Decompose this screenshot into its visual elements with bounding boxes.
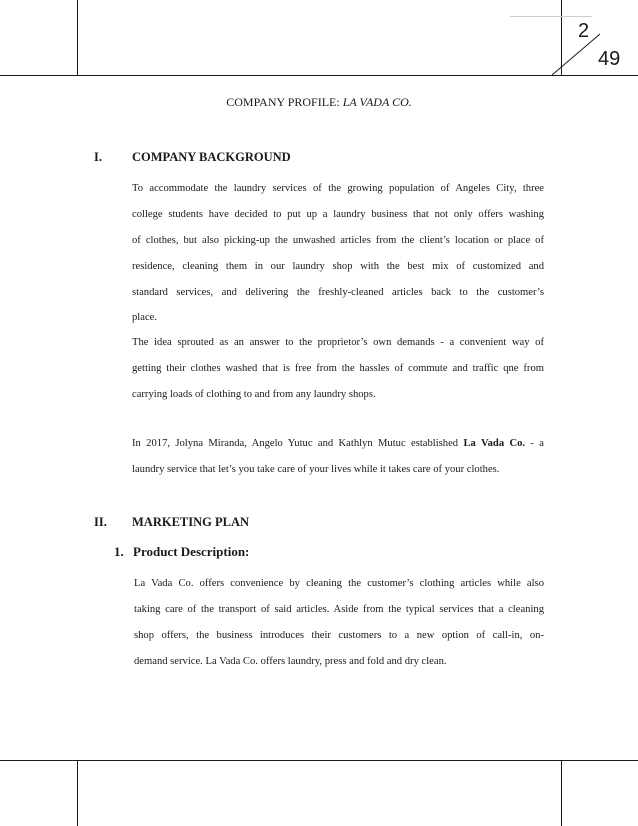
section2-heading: MARKETING PLAN (132, 515, 250, 529)
company-name-bold: La Vada Co. (463, 438, 526, 449)
title-company-name: LA VADA CO. (342, 95, 412, 109)
paragraph-line: residence, cleaning them in our laundry shop with the best mix of customized and (132, 260, 544, 272)
title-prefix: COMPANY PROFILE: (226, 95, 343, 109)
page-number-bottom: 49 (598, 48, 621, 70)
paragraph-line: of clothes, but also picking-up the unwashed articles from the client’s location or place of (132, 234, 544, 246)
paragraph-line (132, 437, 544, 463)
paragraph-line: place. (132, 312, 157, 324)
subsection-heading: Product Description: (133, 544, 250, 559)
paragraph-line: standard services, and delivering the freshly-cleaned articles back to the customer’s (132, 286, 544, 298)
paragraph-line: The idea sprouted as an answer to the proprietor’s own demands - a convenient way of (132, 337, 544, 348)
paragraph-line: college students have decided to put up a laundry business that not only offers washing (132, 208, 544, 220)
founders-text: In 2017, Jolyna Miranda, Angelo Yutuc and Kathlyn Mutuc established (132, 438, 464, 449)
paragraph-line: demand service. La Vada Co. offers laundry, press and fold and dry clean. (134, 655, 447, 667)
paragraph-line: La Vada Co. offers convenience by cleaning the customer’s clothing articles while also (134, 578, 544, 589)
section2-paragraph (134, 577, 544, 681)
page-number-top: 2 (578, 20, 590, 42)
paragraph-line: carrying loads of clothing to and from any laundry shops. (132, 388, 376, 400)
section1-heading: COMPANY BACKGROUND (132, 150, 291, 164)
founders-text-end: - a (525, 438, 545, 449)
paragraph-line: taking care of the transport of said articles. Aside from the typical services that a cleaning (134, 603, 544, 615)
paragraph-line: To accommodate the laundry services of the growing population of Angeles City, three (132, 183, 544, 194)
section1-paragraph-1 (132, 182, 544, 337)
section2-numeral: II. (94, 515, 107, 529)
section1-paragraph-2 (132, 336, 544, 414)
section1-paragraph-3 (132, 437, 544, 489)
subsection-number: 1. (114, 544, 124, 559)
paragraph-line: getting their clothes washed that is free from the hassles of commute and traffic qne from (132, 362, 544, 374)
section1-numeral: I. (94, 150, 102, 164)
paragraph-line: laundry service that let’s you take care of your lives while it takes care of your clothes. (132, 463, 500, 475)
paragraph-line: shop offers, the business introduces their customers to a new option of call-in, on- (134, 629, 544, 641)
page-title (0, 95, 638, 110)
